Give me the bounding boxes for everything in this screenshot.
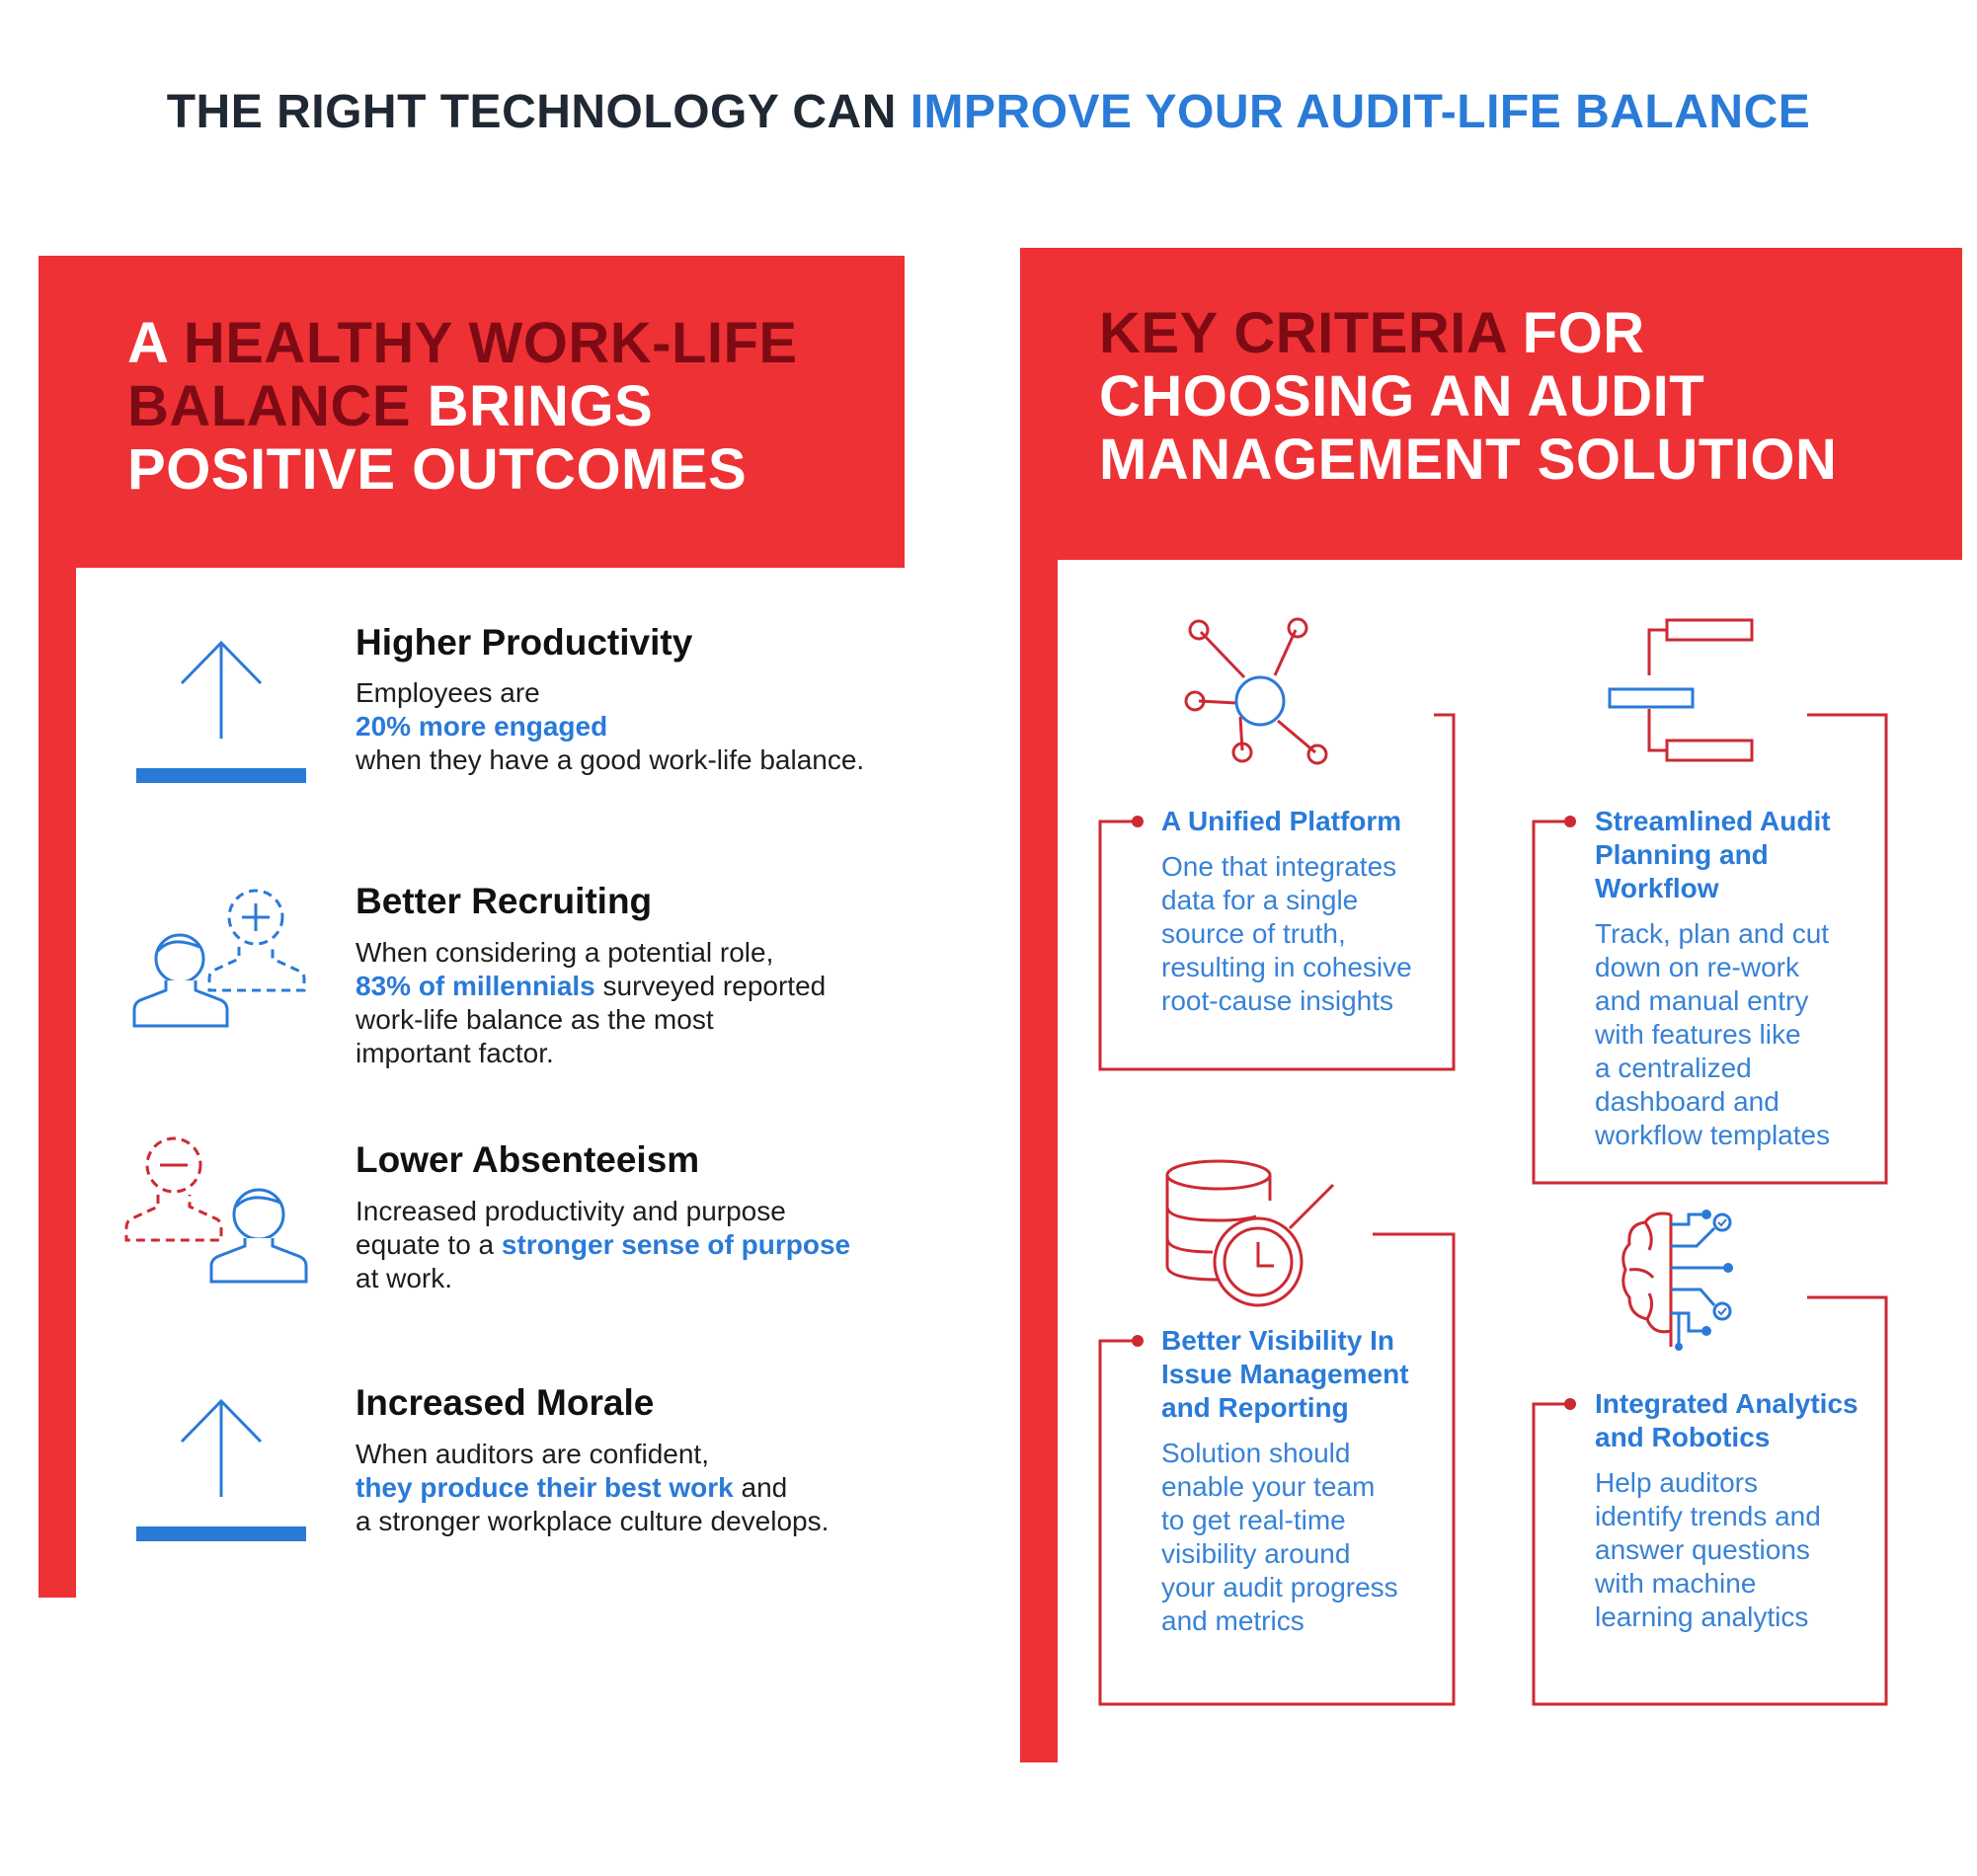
item-body-better-recruiting: When considering a potential role, 83% of millennials surveyed reported work-life balance as the most important factor. — [356, 937, 827, 1068]
criteria-title: Integrated Analytics and Robotics — [1595, 1388, 1858, 1452]
database-clock-search-icon — [1163, 1157, 1337, 1325]
left-heading-line-1: A HEALTHY WORK-LIFE — [127, 311, 798, 375]
criteria-body: Track, plan and cut down on re-work and manual entry with features like a centralized dashboard and workflow templates — [1595, 918, 1831, 1150]
criteria-title: Streamlined Audit Planning and Workflow — [1595, 806, 1831, 903]
criteria-body: Help auditors identify trends and answer questions with machine learning analytics — [1595, 1467, 1821, 1632]
item-body-higher-productivity: Employees are 20% more engaged when they have a good work-life balance. — [356, 677, 865, 775]
item-title-lower-absenteeism: Lower Absenteeism — [356, 1139, 700, 1180]
frame-dot — [1564, 816, 1576, 827]
title-part-highlight: IMPROVE YOUR AUDIT-LIFE BALANCE — [909, 86, 1811, 138]
frame-dot — [1132, 816, 1144, 827]
brain-circuit-icon — [1620, 1211, 1750, 1349]
criteria-unified-platform — [1161, 805, 1448, 1018]
criteria-body: One that integrates data for a single source of truth, resulting in cohesive root-cause insights — [1161, 851, 1412, 1016]
right-heading-line-3: MANAGEMENT SOLUTION — [1099, 428, 1838, 492]
criteria-better-visibility — [1161, 1324, 1448, 1638]
workflow-gantt-icon — [1608, 618, 1756, 766]
title-part-dark: THE RIGHT TECHNOLOGY CAN — [166, 86, 910, 138]
item-title-better-recruiting: Better Recruiting — [356, 881, 653, 921]
frame-dot — [1132, 1335, 1144, 1347]
criteria-streamlined-audit — [1595, 805, 1881, 1152]
right-heading-line-2: CHOOSING AN AUDIT — [1099, 364, 1705, 429]
right-heading-line-1: KEY CRITERIA FOR — [1099, 301, 1645, 365]
criteria-integrated-analytics — [1595, 1387, 1891, 1634]
item-title-higher-productivity: Higher Productivity — [356, 622, 693, 663]
left-heading-line-2: BALANCE BRINGS — [127, 374, 654, 438]
item-title-increased-morale: Increased Morale — [356, 1382, 655, 1423]
network-hub-icon — [1181, 618, 1329, 766]
criteria-title: A Unified Platform — [1161, 806, 1402, 836]
frame-dot — [1564, 1398, 1576, 1410]
item-body-increased-morale: When auditors are confident, they produce their best work and a stronger workplace culture develops. — [356, 1439, 830, 1536]
left-heading-line-3: POSITIVE OUTCOMES — [127, 437, 748, 502]
item-body-lower-absenteeism: Increased productivity and purpose equate to a stronger sense of purpose at work. — [356, 1196, 851, 1293]
criteria-body: Solution should enable your team to get real-time visibility around your audit progress and metrics — [1161, 1438, 1398, 1636]
criteria-title: Better Visibility In Issue Management and Reporting — [1161, 1325, 1409, 1423]
